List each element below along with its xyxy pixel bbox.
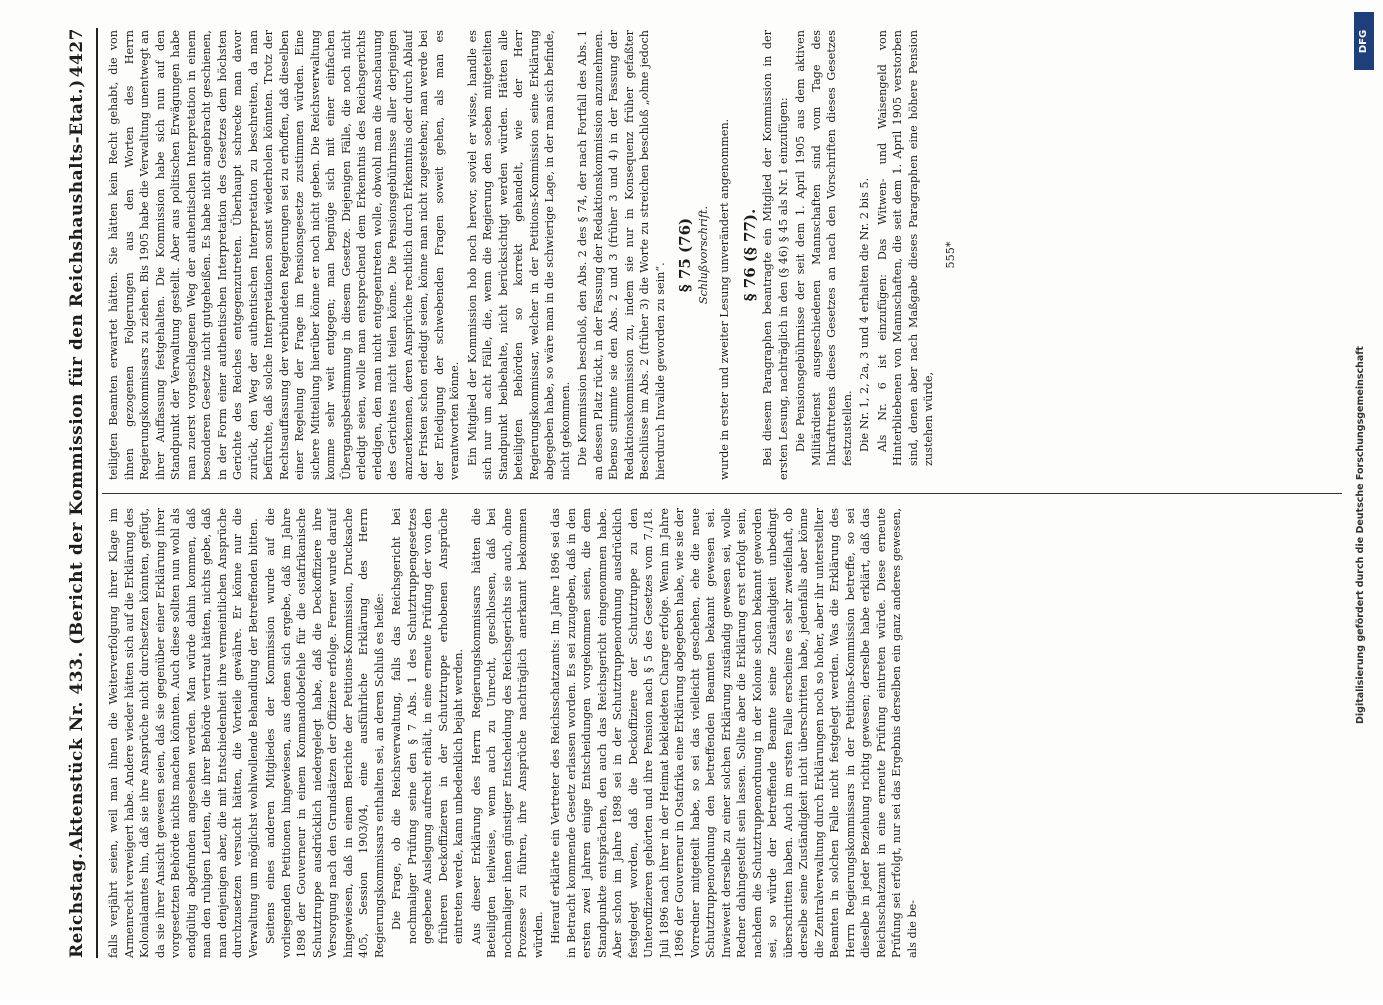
page-header — [60, 28, 94, 958]
right-column — [106, 30, 1346, 480]
footer-mark: 555* — [943, 241, 957, 269]
digitization-credit — [1352, 8, 1378, 988]
section-heading: § 76 (§ 77). — [740, 208, 759, 302]
paragraph: Die Kommission beschloß, den Abs. 2 des § 74, der nach Fortfall des Abs. 1 an dessen Platz rückt, in der Fassung der Redaktionskommission anzunehmen. Ebenso stimmte sie den Abs. 2 und 3 (früher 3 und 4) in der Fassung der Redaktionskommission zu, indem sie nur in Konsequenz früher gefaßter Beschlüsse im Abs. 2 (früher 3) die Worte zu streichen beschloß „ohne jedoch hierdurch Invalide geworden zu sein“. — [576, 30, 667, 480]
quoted-paragraph: Die Frage, ob die Reichsverwaltung, falls das Reichsgericht bei nochmaliger Prüfung seine den § 7 Abs. 1 des Schutztruppengesetzes gegebene Auslegung aufrecht erhält, in eine erneute Prüfung der von den früheren Deckoffizieren in der Schutztruppe erhobenen Ansprüche eintreten werde, kann unbedenklich bejaht werden. — [390, 508, 465, 944]
paragraph: falls verjährt seien, weil man ihnen die Weiterverfolgung ihrer Klage im Armenrecht verweigert habe. Andere wieder hätten sich auf die Erklärung des Kolonialamtes hin, daß sie ihre Ansprüche nicht durchsetzen könnten, gefügt, da sie ihrer Ansicht gewesen seien, daß sie gegenüber einer Erklärung ihrer vorgesetzten Behörde nichts machen könnten. Auch diese sollten nun wohl als endgültig abgefunden angesehen werden. Man würde dahin kommen, daß man den ruhigen Leuten, die ihrer Behörde vertraut hätten, nichts gebe, daß man denjenigen aber, die mit Entschiedenheit ihre vermeintlichen Ansprüche durchzusetzen versucht hätten, die Vorteile gewähre. Er könne nur die Verwaltung um möglichst wohlwollende Behandlung der Betreffenden bitten. — [107, 508, 260, 958]
quoted-paragraph: Die Nr. 1, 2, 2a, 3 und 4 erhalten die Nr. 2 bis 5. — [858, 177, 871, 452]
page-number: 4427 — [67, 28, 87, 78]
paragraph: Bei diesem Paragraphen beantragte ein Mitglied der Kommission in der ersten Lesung, nachträglich in den (§ 46) § 45 als Nr. 1 einzufügen: — [761, 30, 790, 480]
section-subtitle: Schlußvorschrift. — [696, 205, 710, 305]
paragraph: Aus dieser Erklärung des Herrn Regierungskommissars hätten die Beteiligten teilweise, wenn auch zu Unrecht, geschlossen, daß bei nochmaliger ihnen günstiger Entscheidung des Reichsgerichts sie auch, ohne Prozesse zu führen, ihre Ansprüche nachträglich anerkannt bekommen würden. — [469, 508, 545, 958]
quoted-paragraph: Die Pensionsgebührnisse der seit dem 1. April 1905 aus dem aktiven Militärdienst ausgeschiedenen Mannschaften sind vom Tage des Inkrafttretens dieses Gesetzes an nach den Vorschriften dieses Gesetzes festzustellen. — [794, 30, 854, 466]
paragraph: Ein Mitglied der Kommission hob noch hervor, soviel er wisse, handle es sich nur um acht Fälle, die, wenn die Regierung den soeben mitgeteilten Standpunkt beibehalte, nicht berücksichtigt werden würden. Hätten alle beteiligten Behörden so korrekt gehandelt, wie der Herr Regierungskommissar, welcher in der Petitions-Kommission seine Erklärung abgegeben habe, so wäre man in die schwierige Lage, in der man sich befinde, nicht gekommen. — [465, 30, 572, 480]
header-left: Reichstag. — [67, 852, 87, 958]
section-heading: § 75 (76) — [676, 217, 694, 293]
dfg-logo: DFG — [1354, 12, 1374, 70]
header-title: Aktenstück Nr. 433. (Bericht der Kommission für den Reichshaushalts-Etat.) — [67, 79, 87, 851]
paragraph: Hierauf erklärte ein Vertreter des Reichsschatzamts: Im Jahre 1896 sei das in Betracht kommende Gesetz erlassen worden. Es sei zuzugeben, daß in den ersten zwei Jahren einige Entscheidungen vorgekommen seien, die dem Standpunkte entsprächen, den auch das Reichsgericht eingenommen habe. Aber schon im Jahre 1898 sei in der Schutztruppenordnung ausdrücklich festgelegt worden, daß die Deckoffiziere der Schutztruppe zu den Unteroffizieren gehörten und ihre Pension nach § 5 des Gesetzes vom 7./18. Juli 1896 nach ihrer in der Heimat bekleideten Charge erfolge. Wenn im Jahre 1896 der Gouverneur in Ostafrika eine Erklärung abgegeben habe, wie sie der Vorredner mitgeteilt habe, so sei das vielleicht geschehen, ehe die neue Schutztruppenordnung den betreffenden Beamten bekannt gewesen sei. Inwieweit derselbe zu einer solchen Erklärung zuständig gewesen sei, wolle Redner dahingestellt sein lassen. Sollte aber die Erklärung erst erfolgt sein, nachdem die Schutztruppenordnung in der Kolonie schon bekannt geworden sei, so würde der betreffende Beamte seine Zuständigkeit unbedingt überschritten haben. Auch im ersten Falle erscheine es sehr zweifelhaft, ob derselbe seine Zuständigkeit nicht überschritten habe, jedenfalls aber könne die Zentralverwaltung durch Erklärungen noch so hoher, aber ihr unterstellter Beamten in solchen Falle nicht festgelegt werden. Was die Erklärung des Herrn Regierungskommissars in der Petitions-Kommission betreffe, so sei dieselbe in jeder Beziehung richtig gewesen; derselbe habe erklärt, daß das Reichsschatzamt in eine erneute Prüfung eintreten würde. Diese erneute Prüfung sei erfolgt, nur sei das Ergebnis derselben ein ganz anderes gewesen, als die be- — [549, 508, 919, 958]
column-divider — [102, 493, 1342, 494]
paragraph: wurde in erster und zweiter Lesung unverändert angenommen. — [718, 118, 731, 480]
paragraph: teiligten Beamten erwartet hätten. Sie hätten kein Recht gehabt, die von ihnen gezogenen Folgerungen aus den Worten des Herrn Regierungskommissars zu ziehen. Bis 1905 habe die Verwaltung unentwegt an ihrer Auffassung festgehalten. Die Kommission habe sich nun auf den Standpunkt der Verwaltung gestellt. Aber aus politischen Erwägungen habe man zuerst vorgeschlagenen Weg der authentischen Interpretation in einem besonderen Gesetze nicht gutgeheißen. Es habe nicht angebracht geschienen, in der Form einer authentischen Interpretation des Gesetzes dem höchsten Gerichte des Reiches entgegenzutreten. Überhaupt schrecke man davor zurück, den Weg der authentischen Interpretation zu beschreiten, da man befürchte, daß solche Interpretationen sonst wiederholen könnten. Trotz der Rechtsauffassung der verbündeten Regierungen sei zu erhoffen, daß dieselben einer Regelung der Frage im Pensionsgesetze zustimmen würden. Eine sichere Mitteilung hierüber könne er noch nicht geben. Die Reichsverwaltung komme sehr weit entgegen; man begnüge sich mit einer einfachen Übergangsbestimmung in diesem Gesetze. Diejenigen Fälle, die noch nicht erledigt seien, wolle man entsprechend dem Erkenntnis des Reichsgerichts erledigen, den man nicht entgegentreten wolle, obwohl man die Anschauung des Gerichtes nicht teilen könne. Die Pensionsgebührnisse aller derjenigen anzuerkennen, deren Ansprüche rechtlich durch Erkenntnis oder durch Ablauf der Fristen schon erledigt seien, könne man nicht zugestehen; man werde bei der Erledigung der schwebenden Fragen soweit gehen, als man es verantworten könne. — [107, 30, 461, 480]
paragraph: Seitens eines anderen Mitgliedes der Kommission wurde auf die vorliegenden Petitionen hingewiesen, aus denen sich ergebe, daß im Jahre 1898 der Gouverneur in einem Kommandobefehle für die ostafrikanische Schutztruppe ausdrücklich niedergelegt habe, daß die Deckoffiziere ihre Versorgung nach den Grundsätzen der Offiziere erfolge. Ferner wurde darauf hingewiesen, daß in einem Berichte der Petitions-Kommission, Drucksache 405, Session 1903/04, eine ausführliche Erklärung des Herrn Regierungskommissars enthalten sei, an deren Schluß es heiße: — [264, 508, 386, 958]
header-rule — [96, 28, 98, 958]
quoted-paragraph: Als Nr. 6 ist einzufügen: Das Witwen- und Waisengeld von Hinterbliebenen von Mannschaften, die seit dem 1. April 1905 verstorben sind, denen aber nach Maßgabe dieses Paragraphen eine höhere Pension zustehen würde, — [875, 30, 935, 466]
rotated-document-page — [60, 28, 1350, 958]
left-column — [106, 508, 1346, 958]
credit-text: Digitalisierung gefördert durch die Deutsche Forschungsgemeinschaft — [1355, 346, 1366, 724]
